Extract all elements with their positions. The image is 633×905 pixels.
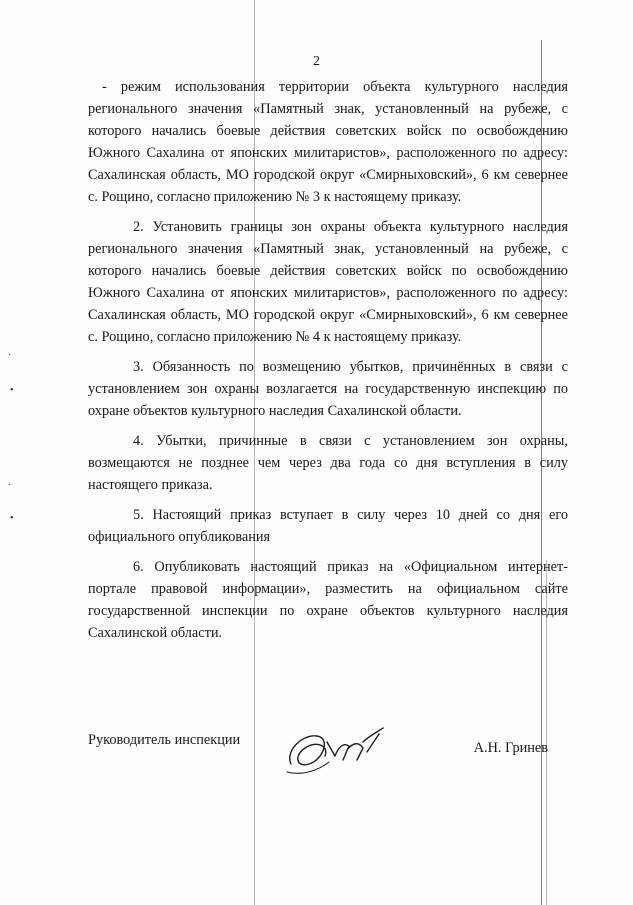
page-number: 2 xyxy=(313,54,320,69)
document-body xyxy=(88,76,568,652)
paragraph: 3. Обязанность по возмещению убытков, причинённых в связи с установлением зон охраны возлагается на государственную инспекцию по охране объектов культурного наследия Сахалинской области. xyxy=(88,359,568,419)
handwritten-signature xyxy=(283,712,393,782)
signer-name: А.Н. Гринев xyxy=(473,740,548,756)
paragraph: 6. Опубликовать настоящий приказ на «Официальном интернет-портале правовой информации», разместить на официальном сайте государственной инспекции по охране объектов культурного наследия Сахалинской области. xyxy=(88,559,568,641)
scan-speck: • xyxy=(10,513,14,524)
paragraph: 2. Установить границы зон охраны объекта культурного наследия регионального значения «Памятный знак, установленный на рубеже, с которого начались боевые действия советских войск по освобождению Южного Сахалина от японских милитаристов», расположенного по адресу: Сахалинская область, МО городской округ «Смирныховский», 6 км севернее с. Рощино, согласно приложению № 4 к настоящему приказу. xyxy=(88,219,568,345)
scan-speck: · xyxy=(8,480,12,491)
paragraph: 5. Настоящий приказ вступает в силу через 10 дней со дня его официального опубликования xyxy=(88,507,568,545)
signer-position: Руководитель инспекции xyxy=(88,732,241,748)
paragraph: - режим использования территории объекта культурного наследия регионального значения «Памятный знак, установленный на рубеже, с которого начались боевые действия советских войск по освобождению Южного Сахалина от японских милитаристов», расположенного по адресу: Сахалинская область, МО городской округ «Смирныховский», 6 км севернее с. Рощино, согласно приложению № 3 к настоящему приказу. xyxy=(88,79,568,205)
scan-speck: · xyxy=(8,350,12,361)
signature-block xyxy=(88,726,568,786)
scan-speck: • xyxy=(10,385,14,396)
paragraph: 4. Убытки, причинные в связи с установлением зон охраны, возмещаются не позднее чем через два года со дня вступления в силу настоящего приказа. xyxy=(88,433,568,493)
